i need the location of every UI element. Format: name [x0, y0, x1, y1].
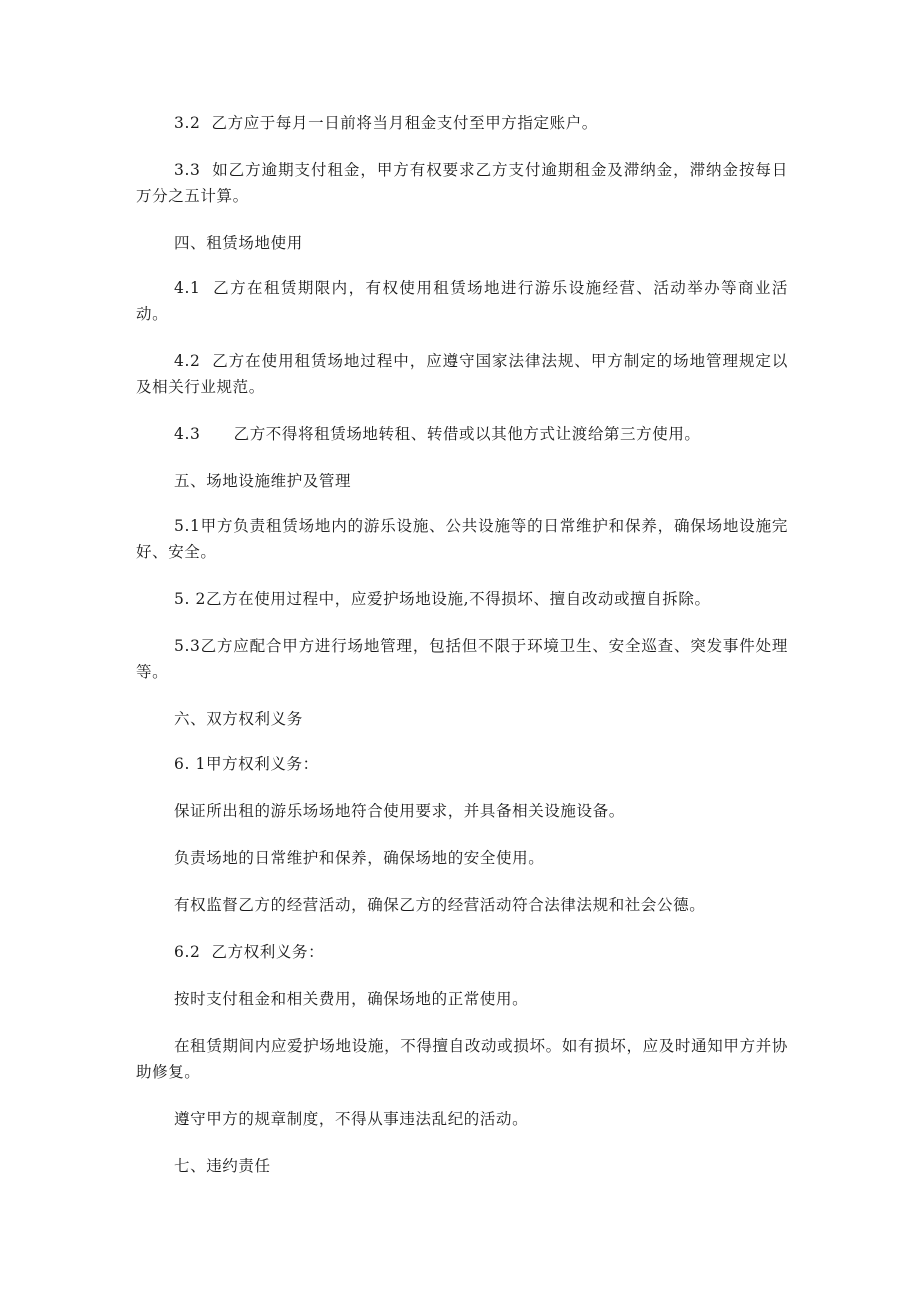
- list-item: 有权监督乙方的经营活动，确保乙方的经营活动符合法律法规和社会公德。: [174, 896, 706, 914]
- clause-6-1: 6. 1甲方权利义务：: [174, 755, 319, 773]
- document-body: [136, 110, 788, 1198]
- section-heading-5: 五、场地设施维护及管理: [174, 472, 352, 490]
- clause-6-2: 6.2 乙方权利义务：: [174, 943, 325, 961]
- section-heading-7: 七、违约责任: [174, 1157, 271, 1175]
- list-item: 遵守甲方的规章制度，不得从事违法乱纪的活动。: [174, 1110, 529, 1128]
- clause-5-3: 5.3乙方应配合甲方进行场地管理，包括但不限于环境卫生、安全巡查、突发事件处理等。: [136, 637, 788, 681]
- clause-5-1: 5.1甲方负责租赁场地内的游乐设施、公共设施等的日常维护和保养，确保场地设施完好、安全。: [136, 517, 788, 561]
- section-heading-6: 六、双方权利义务: [174, 710, 303, 728]
- clause-5-2: 5. 2乙方在使用过程中，应爱护场地设施,不得损坏、擅自改动或擅自拆除。: [174, 590, 711, 608]
- clause-4-1: 4.1 乙方在租赁期限内，有权使用租赁场地进行游乐设施经营、活动举办等商业活动。: [136, 279, 788, 323]
- list-item: 在租赁期间内应爱护场地设施，不得擅自改动或损坏。如有损坏，应及时通知甲方并协助修复。: [136, 1037, 788, 1081]
- list-item: 保证所出租的游乐场场地符合使用要求，并具备相关设施设备。: [174, 802, 625, 820]
- clause-3-2: 3.2 乙方应于每月一日前将当月租金支付至甲方指定账户。: [174, 114, 598, 132]
- section-heading-4: 四、租赁场地使用: [174, 234, 303, 252]
- list-item: 负责场地的日常维护和保养，确保场地的安全使用。: [174, 849, 545, 867]
- clause-3-3: 3.3 如乙方逾期支付租金，甲方有权要求乙方支付逾期租金及滞纳金，滞纳金按每日万分之五计算。: [136, 161, 788, 205]
- clause-4-3: 4.3 乙方不得将租赁场地转租、转借或以其他方式让渡给第三方使用。: [174, 425, 701, 443]
- clause-4-2: 4.2 乙方在使用租赁场地过程中，应遵守国家法律法规、甲方制定的场地管理规定以及相关行业规范。: [136, 352, 788, 396]
- list-item: 按时支付租金和相关费用，确保场地的正常使用。: [174, 990, 529, 1008]
